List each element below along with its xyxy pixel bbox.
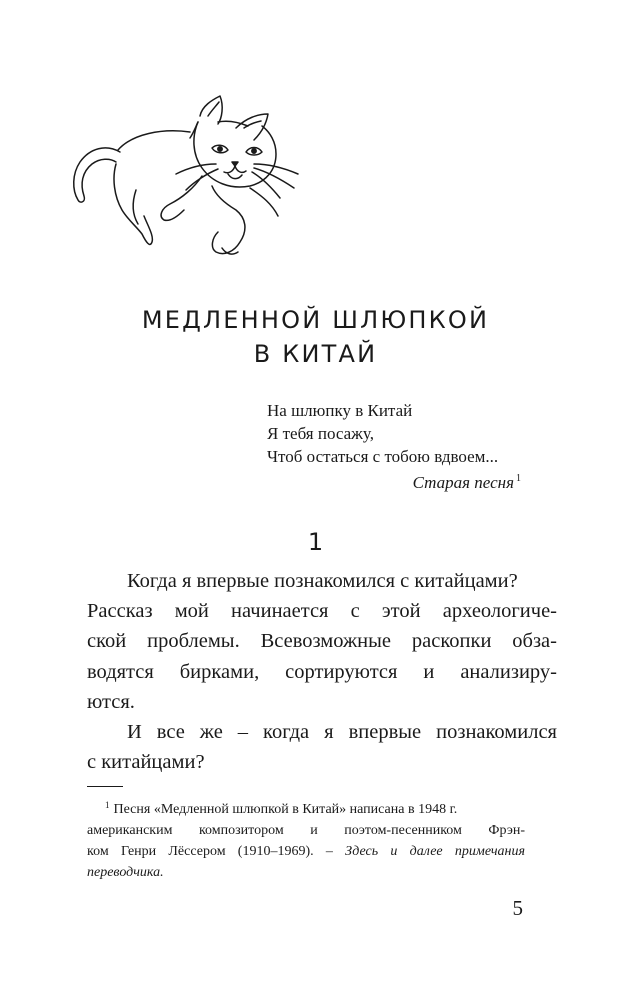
footnote-reference: 1 (516, 473, 521, 484)
epigraph-attribution (267, 473, 521, 493)
attribution-text: Старая песня (412, 473, 514, 492)
body-line: Когда я впервые познакомился с китайцами? (127, 570, 518, 592)
footnote-marker: 1 (105, 800, 110, 810)
footnote-text: ком Генри Лёссером (1910–1969). – (87, 844, 346, 859)
epigraph-line: Я тебя посажу, (267, 424, 374, 443)
body-line: ской проблемы. Всевозможные раскопки обза- (87, 630, 557, 653)
footnote-line: американским композитором и поэтом-песенником Фрэн- (87, 823, 525, 838)
epigraph (267, 399, 537, 468)
body-paragraph-1 (87, 566, 557, 717)
chapter-title-line-2: В КИТАЙ (253, 340, 378, 368)
footnote-text: Песня «Медленной шлюпкой в Китай» написана в 1948 г. (113, 802, 458, 817)
page-number: 5 (512, 896, 523, 920)
epigraph-line: На шлюпку в Китай (267, 401, 413, 420)
chapter-title-line-1: МЕДЛЕННОЙ ШЛЮПКОЙ (141, 306, 490, 334)
kitten-illustration (62, 92, 312, 267)
footnote (87, 795, 525, 883)
epigraph-line: Чтоб остаться с тобою вдвоем... (267, 447, 499, 466)
body-line: ются. (87, 690, 135, 713)
footnote-italic-text: Здесь и далее примечания (345, 844, 525, 859)
body-line: Рассказ мой начинается с этой археологиче- (87, 600, 557, 623)
body-paragraph-2 (87, 717, 557, 777)
footnote-line (87, 795, 525, 820)
body-line: водятся бирками, сортируются и анализиру- (87, 660, 557, 683)
footnote-divider (87, 786, 123, 787)
footnote-line (87, 841, 525, 862)
footnote-italic-text: переводчика. (87, 865, 164, 880)
body-line: с китайцами? (87, 751, 205, 774)
body-line: И все же – когда я впервые познакомился (127, 721, 557, 743)
chapter-number: 1 (307, 528, 324, 556)
footnote-line (87, 862, 525, 883)
